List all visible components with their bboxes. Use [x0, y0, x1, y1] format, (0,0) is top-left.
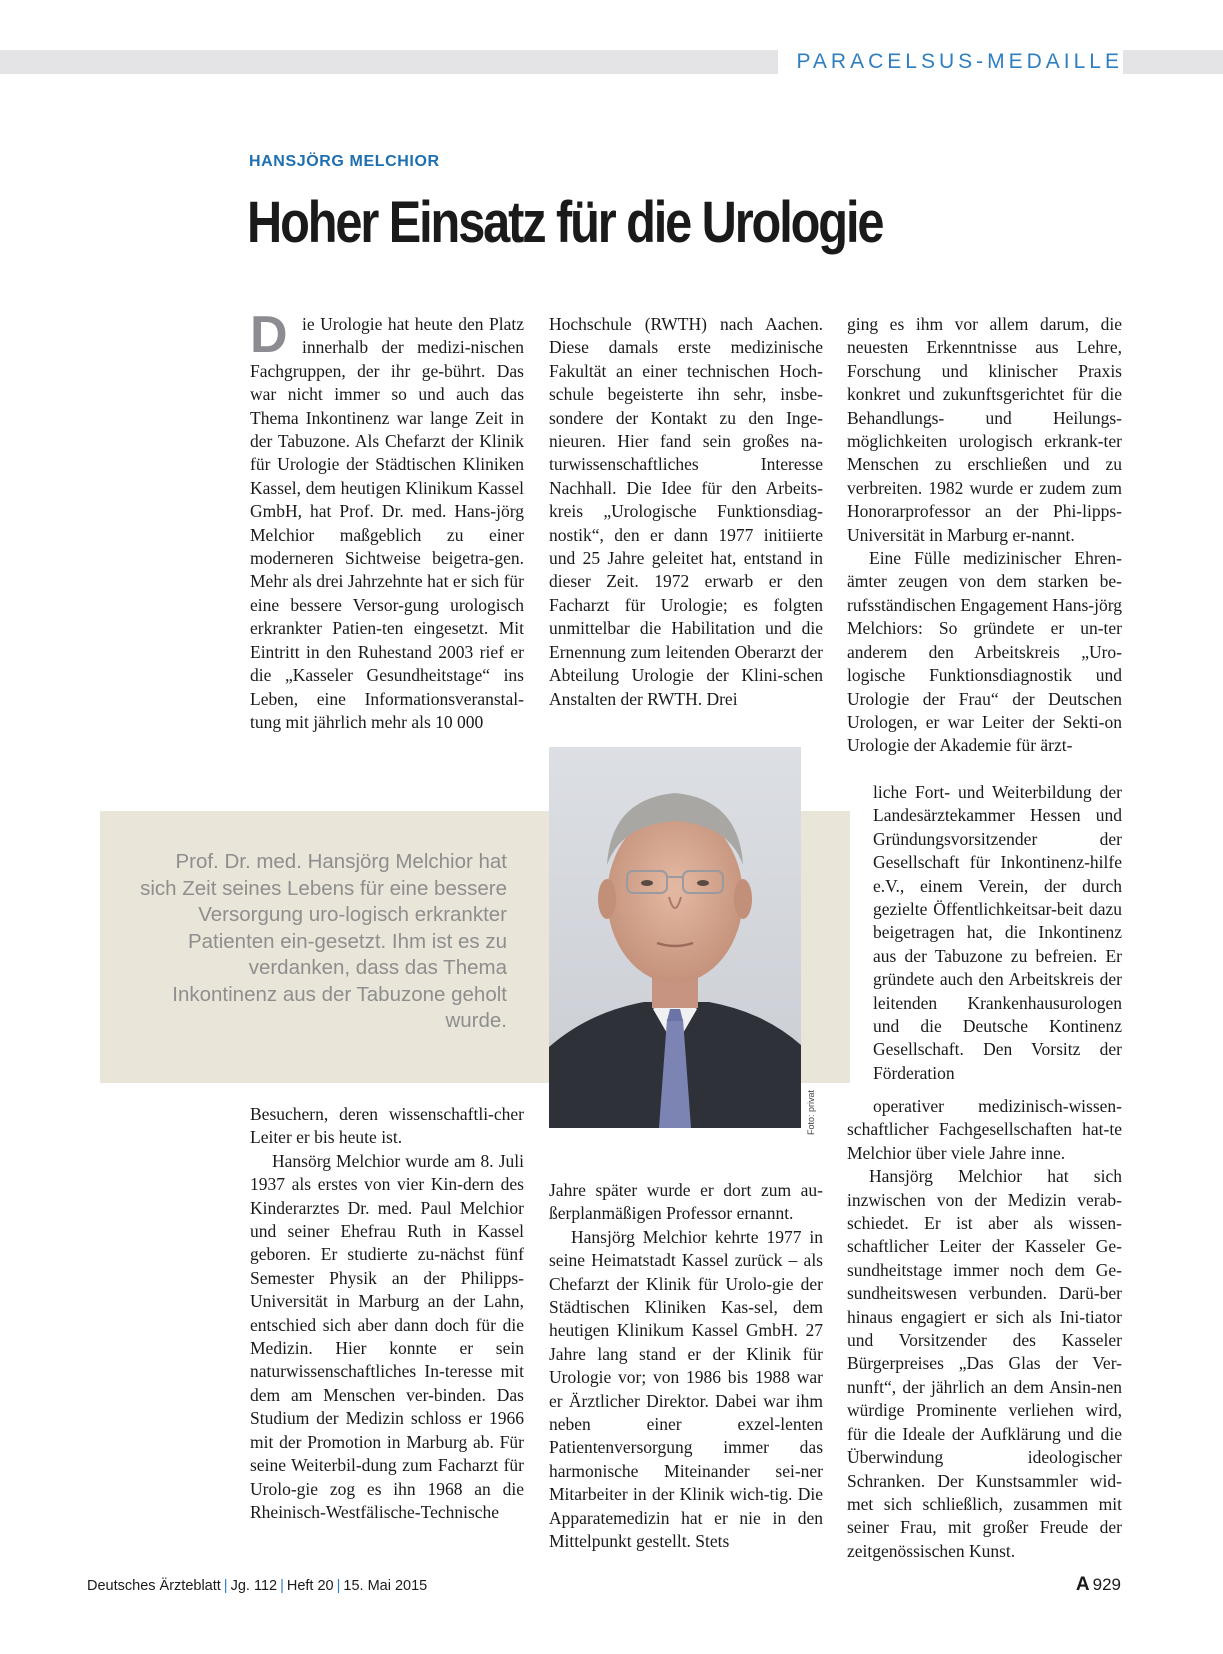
column-3-middle	[873, 781, 1122, 1085]
footer-separator: |	[223, 1578, 228, 1594]
photo-credit: Foto: privat	[806, 1089, 816, 1135]
paragraph: Jahre später wurde er dort zum au-ßerplanmäßigen Professor ernannt.	[549, 1180, 823, 1224]
column-1-bottom	[250, 1103, 524, 1524]
footer-citation	[87, 1578, 427, 1594]
page-prefix: A	[1075, 1574, 1090, 1595]
paragraph: ging es ihm vor allem darum, die neuesten Erkenntnisse aus Lehre, Forschung und klinischer Praxis konkret und zukunftsgerichtet für die Behandlungs- und Heilungs-möglichkeiten urologisch erkrank-ter Menschen zu erschließen und zu verbreiten. 1982 wurde er zudem zum Honorarprofessor an der Phi-lipps-Universität in Marburg er-nannt.	[847, 314, 1122, 545]
column-3-bottom	[847, 1095, 1122, 1563]
pullquote: Prof. Dr. med. Hansjörg Melchior hat sich Zeit seines Lebens für eine bessere Versorgung uro-logisch erkrankter Patienten ein-gesetzt. Ihm ist es zu verdanken, dass das Thema Inkontinenz aus der Tabuzone geholt wurde.	[140, 850, 507, 1032]
paragraph: Besuchern, deren wissenschaftli-cher Leiter er bis heute ist.	[250, 1104, 524, 1148]
article-title: Hoher Einsatz für die Urologie	[247, 190, 883, 255]
footer-separator: |	[280, 1578, 284, 1594]
column-2-top	[549, 313, 823, 711]
paragraph: Hansjörg Melchior kehrte 1977 in seine Heimatstadt Kassel zurück – als Chefarzt der Klinik für Urolo-gie der Städtischen Kliniken Kas-sel, dem heutigen Klinikum Kassel GmbH. 27 Jahre lang stand er der Klinik für Urologie vor; von 1986 bis 1988 war er Ärztlicher Direktor. Dabei war ihm neben einer exzel-lenten Patientenversorgung immer das harmonische Miteinander sei-ner Mitarbeiter in der Klinik wich-tig. Die Apparatemedizin hat er nie in den Mittelpunkt gestellt. Stets	[549, 1226, 823, 1552]
page-number	[1076, 1574, 1121, 1596]
section-title: PARACELSUS-MEDAILLE	[778, 48, 1123, 76]
footer-separator: |	[336, 1578, 341, 1594]
paragraph: ie Urologie hat heute den Platz innerhalb der medizi-nischen Fachgruppen, der ihr ge-bührt. Das war nicht immer so und auch das Thema Inkontinenz war lange Zeit in der Tabuzone. Als Chefarzt der Klinik für Urologie der Städtischen Kliniken Kassel, dem heutigen Klinikum Kassel GmbH, hat Prof. Dr. med. Hans-jörg Melchior maßgeblich zu einer moderneren Sichtweise beigetra-gen. Mehr als drei Jahrzehnte hat er sich für eine bessere Versor-gung urologisch erkrankter Patien-ten eingesetzt. Mit Eintritt in den Ruhestand 2003 rief er die „Kasseler Gesundheitstage“ ins Leben, eine Informationsveranstal-tung mit jährlich mehr als 10 000	[250, 314, 524, 732]
volume: Jg. 112	[230, 1578, 278, 1594]
portrait-photo	[549, 747, 801, 1128]
paragraph: Hochschule (RWTH) nach Aachen. Diese damals erste medizinische Fakultät an einer technischen Hoch-schule begeisterte ihn sehr, insbe-sondere der Kontakt zu den Inge-nieuren. Hier fand sein großes na-turwissenschaftliches Interesse Nachhall. Die Idee für den Arbeits-kreis „Urologische Funktionsdiag-nostik“, den er dann 1977 initiierte und 25 Jahre geleitet hat, entstand in dieser Zeit. 1972 erwarb er den Facharzt für Urologie; es folgten unmittelbar die Habilitation und die Ernennung zum leitenden Oberarzt der Abteilung Urologie der Klini-schen Anstalten der RWTH. Drei	[549, 314, 823, 709]
paragraph: Eine Fülle medizinischer Ehren-ämter zeugen von dem starken be-rufsständischen Engagement Hans-jörg Melchiors: So gründete er un-ter anderem den Arbeitskreis „Uro-logische Funktionsdiagnostik und Urologie der Frau“ der Deutschen Urologen, er war Leiter der Sekti-on Urologie der Akademie für ärzt-	[847, 548, 1122, 756]
article-kicker: HANSJÖRG MELCHIOR	[249, 153, 440, 170]
issue: Heft 20	[286, 1578, 334, 1594]
column-3-top	[847, 313, 1122, 758]
journal-name: Deutsches Ärzteblatt	[87, 1578, 221, 1594]
paragraph: liche Fort- und Weiterbildung der Landesärztekammer Hessen und Gründungsvorsitzender der Gesellschaft für Inkontinenz-hilfe e.V., einem Verein, der durch gezielte Öffentlichkeitsar-beit dazu beigetragen hat, die Inkontinenz aus der Tabuzone zu befreien. Er gründete auch den Arbeitskreis der leitenden Krankenhausurologen und die Deutsche Kontinenz Gesellschaft. Den Vorsitz der Förderation	[873, 782, 1122, 1083]
page-number-value: 929	[1092, 1575, 1121, 1594]
column-1-top	[250, 306, 524, 734]
column-2-bottom	[549, 1179, 823, 1554]
paragraph: operativer medizinisch-wissen-schaftlicher Fachgesellschaften hat-te Melchior über viele Jahre inne.	[847, 1096, 1122, 1163]
paragraph: Hansjörg Melchior hat sich inzwischen von der Medizin verab-schiedet. Er ist aber als wissen-schaftlicher Leiter der Kasseler Ge-sundheitstage immer noch dem Ge-sundheitswesen verbunden. Darü-ber hinaus engagiert er sich als Ini-tiator und Vorsitzender des Kasseler Bürgerpreises „Das Glas der Ver-nunft“, der jährlich an dem Ansin-nen würdige Prominente verliehen wird, für die Ideale der Aufklärung und die Überwindung ideologischer Schranken. Der Kunstsammler wid-met sich schließlich, zusammen mit seiner Frau, mit großer Freude der zeitgenössischen Kunst.	[847, 1166, 1122, 1561]
issue-date: 15. Mai 2015	[343, 1578, 428, 1594]
paragraph: Hansörg Melchior wurde am 8. Juli 1937 als erstes von vier Kin-dern des Kinderarztes Dr. med. Paul Melchior und seiner Ehefrau Ruth in Kassel geboren. Er studierte zu-nächst fünf Semester Physik an der Philipps-Universität in Marburg an der Lahn, entschied sich aber dann doch für die Medizin. Hier konnte er sein naturwissenschaftliches In-teresse mit dem am Menschen ver-binden. Das Studium der Medizin schloss er 1966 mit der Promotion in Marburg ab. Für seine Weiterbil-dung zum Facharzt für Urolo-gie zog es ihn 1968 an die Rheinisch-Westfälische-Technische	[250, 1150, 524, 1522]
drop-cap: D	[250, 306, 288, 364]
portrait-illustration	[549, 747, 801, 1128]
